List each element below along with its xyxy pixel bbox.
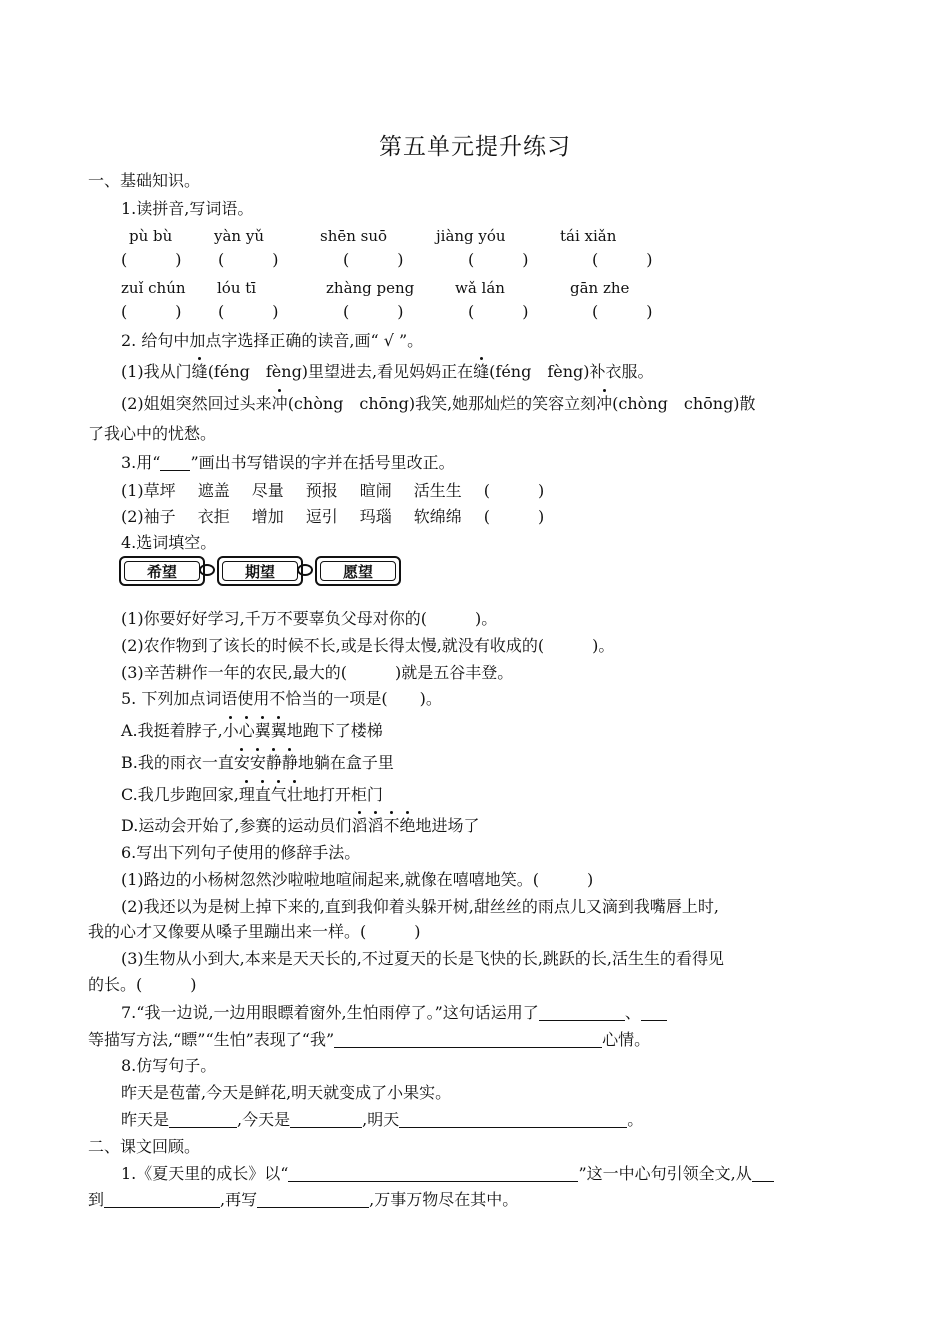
dotted-char: 壮	[286, 785, 303, 804]
pinyin-item: zuǐ chún	[121, 279, 186, 297]
dotted-char: 冲	[271, 394, 288, 413]
dotted-char: 缝	[191, 362, 208, 381]
section-heading-review: 二、课文回顾。	[88, 1137, 201, 1156]
answer-blank[interactable]	[399, 1111, 627, 1128]
answer-blank[interactable]	[290, 1111, 362, 1128]
q8-example: 昨天是苞蕾,今天是鲜花,明天就变成了小果实。	[121, 1083, 452, 1102]
pinyin-item: gān zhe	[570, 279, 630, 297]
answer-paren[interactable]: ( )	[468, 302, 529, 321]
answer-paren[interactable]: ( )	[592, 250, 653, 269]
dotted-char: 绝	[399, 816, 416, 835]
dotted-char: 不	[383, 816, 400, 835]
q2-heading: 2. 给句中加点字选择正确的读音,画“ √ ”。	[121, 331, 424, 350]
q6-sentence-2: (2)我还以为是树上掉下来的,直到我仰着头躲开树,甜丝丝的雨点儿又滴到我嘴唇上时,	[121, 897, 719, 916]
dotted-char: 滔	[351, 816, 368, 835]
answer-blank[interactable]	[334, 1031, 602, 1048]
q4-sentence-1: (1)你要好好学习,千万不要辜负父母对你的( )。	[121, 609, 498, 628]
answer-blank[interactable]	[104, 1191, 220, 1208]
answer-blank[interactable]	[169, 1111, 237, 1128]
pinyin-item: tái xiǎn	[560, 227, 617, 245]
chain-link-icon	[199, 564, 215, 576]
q7-line-2: 等描写方法,“瞟”“生怕”表现了“我” 心情。	[88, 1030, 651, 1049]
word-chip: 愿望	[315, 556, 401, 586]
word-chip: 期望	[217, 556, 303, 586]
dotted-char: 气	[270, 785, 287, 804]
answer-paren[interactable]: ( )	[121, 250, 182, 269]
review-q1-line-2: 到 ,再写 ,万事万物尽在其中。	[88, 1190, 519, 1209]
q5-option-a[interactable]: A.我挺着脖子,小心翼翼地跑下了楼梯	[121, 721, 383, 740]
answer-paren: ( )	[483, 481, 545, 500]
dotted-char: 直	[254, 785, 271, 804]
q1-heading: 1.读拼音,写词语。	[121, 199, 254, 218]
section-heading-basics: 一、基础知识。	[88, 171, 201, 190]
q7-line-1: 7.“我一边说,一边用眼瞟着窗外,生怕雨停了。”这句话运用了 、	[121, 1003, 667, 1023]
answer-paren[interactable]: ( )	[343, 250, 404, 269]
pinyin-item: jiàng yóu	[436, 227, 506, 245]
pinyin-item: lóu tī	[217, 279, 257, 297]
q6-heading: 6.写出下列句子使用的修辞手法。	[121, 843, 361, 862]
dotted-char: 冲	[596, 394, 613, 413]
q8-heading: 8.仿写句子。	[121, 1056, 217, 1075]
q5-option-b[interactable]: B.我的雨衣一直安安静静地躺在盒子里	[121, 753, 394, 772]
q2-sentence-2: (2)姐姐突然回过头来冲(chòng chōng)我笑,她那灿烂的笑容立刻冲(chòng chōng)散	[121, 394, 756, 413]
dotted-char: 安	[249, 753, 266, 772]
dotted-char: 小	[222, 721, 239, 740]
dotted-char: 安	[233, 753, 250, 772]
dotted-char: 静	[281, 753, 298, 772]
dotted-char: 翼	[270, 721, 287, 740]
q8-template: 昨天是 ,今天是 ,明天 。	[121, 1110, 644, 1129]
q5-option-c[interactable]: C.我几步跑回家,理直气壮地打开柜门	[121, 785, 383, 804]
q2-sentence-2-cont: 了我心中的忧愁。	[88, 424, 217, 443]
pinyin-item: pù bù	[129, 227, 173, 245]
q6-sentence-3: (3)生物从小到大,本来是天天长的,不过夏天的长是飞快的长,跳跃的长,活生生的看得见	[121, 949, 725, 968]
answer-paren[interactable]: ( )	[218, 250, 279, 269]
answer-paren[interactable]: ( )	[343, 302, 404, 321]
q3-row-1: (1)草坪 遮盖 尽量 预报 暄闹 活生生 ( )	[121, 481, 545, 500]
q4-sentence-2: (2)农作物到了该长的时候不长,或是长得太慢,就没有收成的( )。	[121, 636, 615, 655]
dotted-char: 心	[238, 721, 255, 740]
q4-heading: 4.选词填空。	[121, 533, 217, 552]
pinyin-item: shēn suō	[320, 227, 388, 245]
word-chip: 希望	[119, 556, 205, 586]
answer-blank[interactable]	[539, 1004, 625, 1021]
q4-sentence-3: (3)辛苦耕作一年的农民,最大的( )就是五谷丰登。	[121, 663, 514, 682]
page-title: 第五单元提升练习	[379, 134, 571, 160]
answer-blank[interactable]	[752, 1165, 774, 1182]
q5-option-d[interactable]: D.运动会开始了,参赛的运动员们滔滔不绝地进场了	[121, 816, 480, 835]
answer-paren[interactable]: ( )	[468, 250, 529, 269]
q6-sentence-3-cont: 的长。( )	[88, 975, 197, 994]
q3-heading: 3.用“ ”画出书写错误的字并在括号里改正。	[121, 453, 455, 472]
dotted-char: 静	[265, 753, 282, 772]
answer-blank[interactable]	[641, 1004, 667, 1021]
pinyin-item: zhàng peng	[326, 279, 415, 297]
dotted-char: 理	[238, 785, 255, 804]
answer-blank[interactable]	[257, 1191, 369, 1208]
q5-heading: 5. 下列加点词语使用不恰当的一项是( )。	[121, 689, 442, 708]
word-choice-box	[119, 556, 409, 590]
answer-blank[interactable]	[288, 1165, 578, 1182]
answer-paren[interactable]: ( )	[592, 302, 653, 321]
q3-row-2: (2)袖子 衣拒 增加 逗引 玛瑙 软绵绵 ( )	[121, 507, 545, 526]
q2-sentence-1: (1)我从门缝(féng fèng)里望进去,看见妈妈正在缝(féng fèng)补衣服。	[121, 362, 654, 381]
q6-sentence-2-cont: 我的心才又像要从嗓子里蹦出来一样。( )	[88, 922, 421, 941]
q6-sentence-1: (1)路边的小杨树忽然沙啦啦地喧闹起来,就像在嘻嘻地笑。( )	[121, 870, 594, 889]
answer-paren[interactable]: ( )	[218, 302, 279, 321]
answer-paren[interactable]: ( )	[121, 302, 182, 321]
review-q1-line-1: 1.《夏天里的成长》以“ ”这一中心句引领全文,从	[121, 1164, 774, 1184]
dotted-char: 缝	[473, 362, 490, 381]
pinyin-item: yàn yǔ	[214, 227, 264, 245]
dotted-char: 翼	[254, 721, 271, 740]
answer-paren: ( )	[483, 507, 545, 526]
pinyin-item: wǎ lán	[455, 279, 505, 297]
chain-link-icon	[297, 564, 313, 576]
dotted-char: 滔	[367, 816, 384, 835]
